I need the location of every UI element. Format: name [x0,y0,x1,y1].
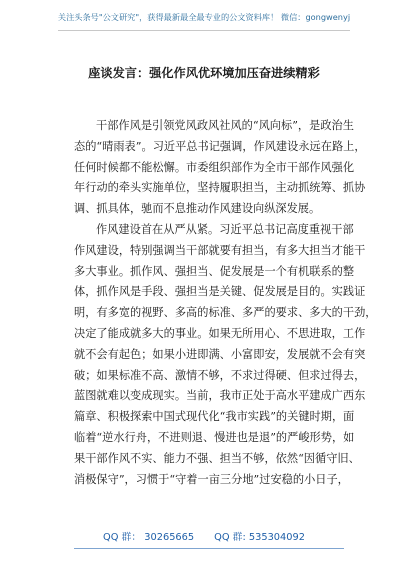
text-line: 明 ， 有 多 宽 的 视 野 、 多 高 的 标 准 、 多 严 的 要 求 、 多 大 的 干 劲 ， [74,306,377,320]
header-divider [58,30,350,31]
promo-header: 关注头条号"公文研究"，获得最新最全最专业的公文资料库！ 微信：gongwenyj [57,12,351,22]
text-line: 态 的 “ 晴 雨 表 ” 。 习 近 平 总 书 记 强 调 ， 作 风 建 设 永 远 在 路 上 ， [74,139,366,153]
qq-group-1: QQ 群： 30265665 [103,532,195,543]
footer-underline [74,548,344,549]
text-line: 多 大 事 业 。 抓 作 风 、 强 担 当 、 促 发 展 是 一 个 有 机 联 系 的 整 [74,264,355,278]
text-line: 破 ； 如 果 标 准 不 高 、 激 情 不 够 ， 不 求 过 得 硬 、 但 求 过 得 去 ， [74,368,366,382]
text-line: 体 ， 抓 作 风 是 手 段 、 强 担 当 是 关 键 、 促 发 展 是 目 的 。 实 践 证 [74,285,366,299]
text-line: 任 何 时 候 都 不 能 松 懈 。 市 委 组 织 部 作 为 全 市 干 部 作 风 强 化 [74,160,355,174]
text-line: 决 定 了 能 成 就 多 大 的 事 业 。 如 果 无 所 用 心 、 不 思 进 取 ， 工 作 [74,326,366,340]
text-line: 调、抓具体，驰而不息推动作风建设向纵深发展。 [74,202,321,216]
text-line: 临 着 “ 逆 水 行 舟 ， 不 进 则 退 、 慢 进 也 是 退 ” 的 严 峻 形 势 ， 如 [74,430,355,444]
text-line: 作 风 建 设 ， 特 别 强 调 当 干 部 就 要 有 担 当 ， 有 多 大 担 当 才 能 干 [74,243,366,257]
document-title: 座谈发言：强化作风优环境加压奋进续精彩 [88,66,320,80]
footer-qq-groups [0,530,408,546]
text-line: 年 行 动 的 牵 头 实 施 单 位 ， 坚 持 履 职 担 当 ， 主 动 抓 统 筹 、 抓 协 [74,181,366,195]
text-line: 蓝 图 就 难 以 变 成 现 实 。 当 前 ， 我 市 正 处 于 高 水 平 建 成 广 西 东 [74,389,366,403]
text-line: 消 极 保 守 ” ， 习 惯 于 “ 守 着 一 亩 三 分 地 ” 过 安 稳 的 小 日 子 ， [74,472,349,486]
text-line: 篇 章 、 积 极 探 索 中 国 式 现 代 化 “ 我 市 实 践 ” 的 关 键 时 期 ， 面 [74,410,355,424]
qq-group-2: QQ 群: 535304092 [214,532,305,543]
text-line: 果 干 部 作 风 不 实 、 能 力 不 强 、 担 当 不 够 ， 依 然 “ 因 循 守 旧 、 [74,451,360,465]
text-line: 干 部 作 风 是 引 领 党 风 政 风 社 风 的 “ 风 向 标 ” ， 是 政 治 生 [96,119,354,132]
document-body [74,116,377,490]
text-line: 就 不 会 有 起 色 ； 如 果 小 进 即 满 、 小 富 即 安 ， 发 展 就 不 会 有 突 [74,347,366,361]
text-line: 作 风 建 设 首 在 从 严 从 紧 。 习 近 平 总 书 记 高 度 重 视 干 部 [96,222,354,236]
